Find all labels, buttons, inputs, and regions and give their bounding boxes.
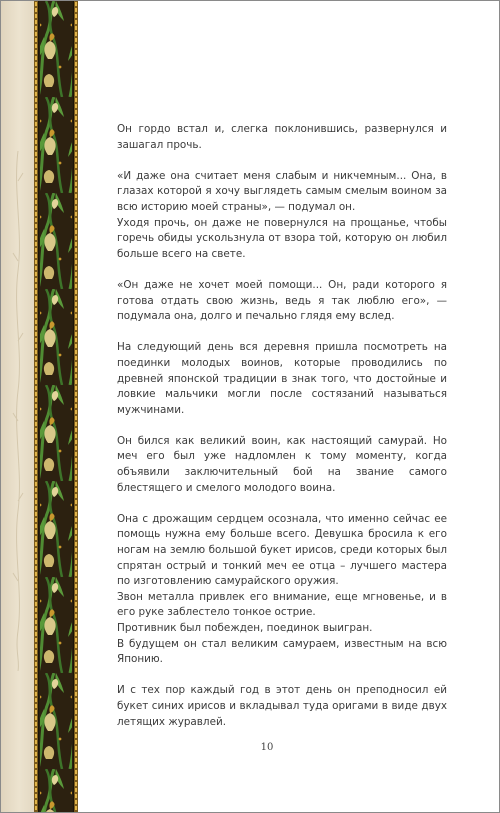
paragraph: И с тех пор каждый год в этот день он преподносил ей букет синих ирисов и вкладывал туда оригами в виде двух летящих журавлей. xyxy=(117,684,447,728)
paragraph-gap xyxy=(117,262,447,278)
paragraph: «Он даже не хочет моей помощи... Он, ради которого я готова отдать свою жизнь, ведь я так люблю его», — подумала она, долго и печально глядя ему вслед. xyxy=(117,278,447,323)
paragraph: Она с дрожащим сердцем осознала, что именно сейчас ее помощь нужна ему больше всего. Девушка бросила к его ногам на землю большой букет ирисов, среди которых был спрятан острый и тонкий меч ее отца – лучшего мастера по изготовлению самурайского оружия. xyxy=(117,512,447,588)
paragraph-gap xyxy=(117,496,447,512)
iris-border-icon xyxy=(34,1,78,812)
paragraph: Уходя прочь, он даже не повернулся на прощанье, чтобы горечь обиды ускользнула от взора той, которую он любил больше всего на свете. xyxy=(117,216,447,260)
faded-iris-pattern-icon xyxy=(11,151,25,671)
paragraph-gap xyxy=(117,325,447,341)
paragraph-gap xyxy=(117,668,447,684)
paragraph: Он гордо встал и, слегка поклонившись, развернулся и зашагал прочь. xyxy=(117,123,447,151)
paragraph: Звон металла привлек его внимание, еще мгновенье, и в его руке заблестело тонкое острие. xyxy=(117,590,447,619)
page-spine-margin xyxy=(1,1,35,812)
decorative-iris-border xyxy=(34,1,78,812)
paragraph: Он бился как великий воин, как настоящий самурай. Но меч его был уже надломлен к тому моменту, когда объявили заключительный бой на звание самого блестящего и смелого молодого воина. xyxy=(117,434,447,494)
story-text xyxy=(117,122,447,730)
paragraph: В будущем он стал великим самураем, известным на всю Японию. xyxy=(117,637,447,666)
paragraph: Противник был побежден, поединок выигран. xyxy=(117,622,373,634)
paragraph: «И даже она считает меня слабым и никчемным... Она, в глазах которой я хочу выглядеть самым смелым воином за всю историю моей страны», — подумал он. xyxy=(117,169,447,213)
paragraph: На следующий день вся деревня пришла посмотреть на поединки молодых воинов, которые проводились по древней японской традиции в знак того, что достойные и ловкие мальчики могли после состязаний называться мужчинами. xyxy=(117,341,447,416)
page-number: 10 xyxy=(260,742,274,753)
paragraph-gap xyxy=(117,153,447,169)
paragraph-gap xyxy=(117,418,447,434)
